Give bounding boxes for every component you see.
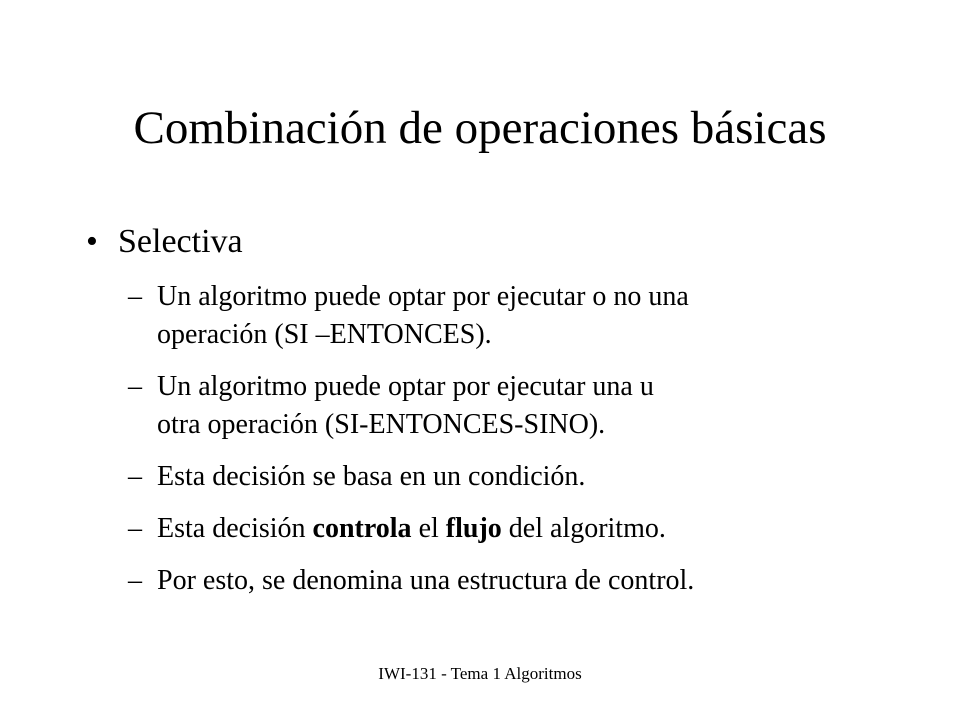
bullet-selectiva (86, 218, 243, 266)
sub-bullet-text-continuation: operación (SI –ENTONCES). (157, 319, 492, 350)
bullet-marker: • (86, 223, 98, 260)
bold-term-flujo: flujo (445, 513, 502, 544)
dash-marker: – (128, 513, 142, 544)
sub-bullet-text: Un algoritmo puede optar por ejecutar una u (157, 371, 654, 402)
dash-marker: – (128, 461, 142, 492)
dash-marker: – (128, 281, 142, 312)
sub-bullet-text: Esta decisión se basa en un condición. (157, 461, 586, 492)
slide-title: Combinación de operaciones básicas (133, 102, 827, 154)
slide-footer: IWI-131 - Tema 1 Algoritmos (378, 664, 582, 683)
sub-bullet-text: Por esto, se denomina una estructura de control. (157, 565, 695, 596)
sub-bullet-text: Un algoritmo puede optar por ejecutar o no una (157, 281, 689, 312)
sub-bullet-text (157, 510, 928, 548)
text-segment: Esta decisión (157, 513, 313, 544)
sub-bullet-item (128, 458, 928, 496)
bold-term-controla: controla (312, 513, 412, 544)
sub-bullet-list (128, 278, 928, 614)
sub-bullet-item (128, 510, 928, 548)
sub-bullet-item (128, 368, 928, 444)
dash-marker: – (128, 371, 142, 402)
sub-bullet-item (128, 278, 928, 354)
sub-bullet-text-continuation: otra operación (SI-ENTONCES-SINO). (157, 409, 606, 440)
bullet-text: Selectiva (118, 223, 243, 260)
dash-marker: – (128, 565, 142, 596)
sub-bullet-item (128, 562, 928, 600)
text-segment: el (411, 513, 446, 544)
text-segment: del algoritmo. (501, 513, 666, 544)
